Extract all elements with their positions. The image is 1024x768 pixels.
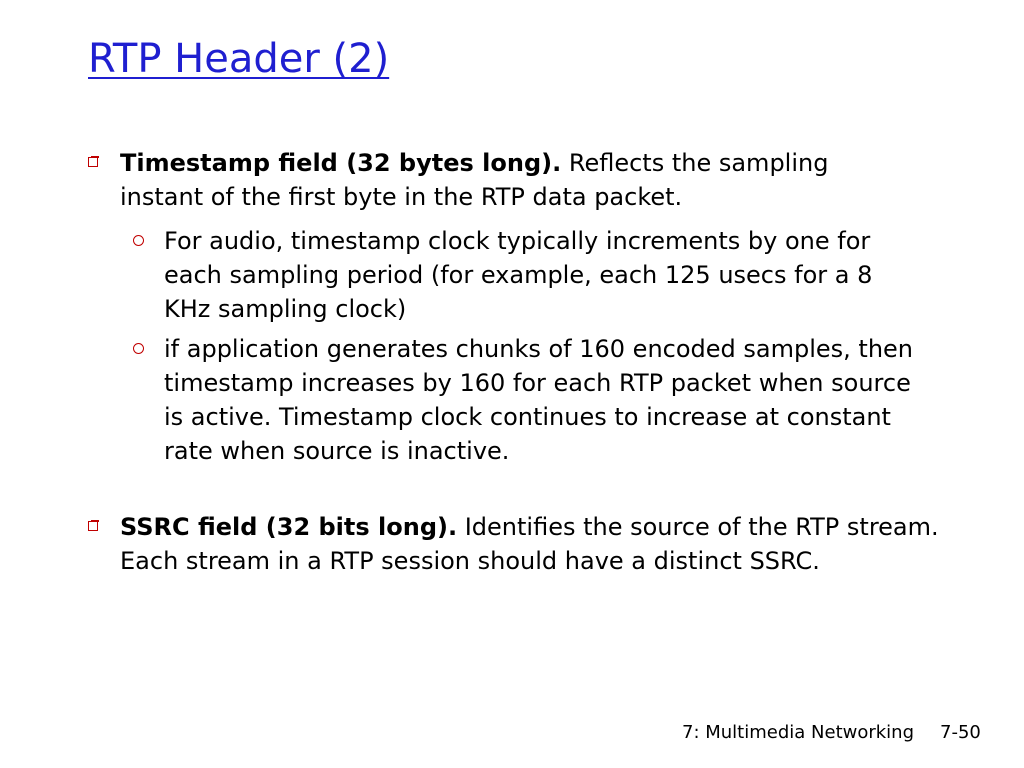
footer-page-number: 7-50 <box>940 722 981 743</box>
bullet-ssrc-bold: SSRC field (32 bits long). <box>120 513 458 541</box>
footer-chapter: 7: Multimedia Networking <box>682 722 915 743</box>
slide-title: RTP Header (2) <box>88 36 390 82</box>
sub-bullet-chunks: if application generates chunks of 160 encoded samples, then timestamp increases by 160 for each RTP packet when source is active. Timestamp clock continues to increase at constant rate when source is inactive. <box>164 335 914 465</box>
square-bullet-icon <box>88 157 98 167</box>
sub-bullet-audio: For audio, timestamp clock typically increments by one for each sampling period (for example, each 125 usecs for a 8 KHz sampling clock) <box>164 227 873 323</box>
bullet-timestamp <box>120 146 900 214</box>
circle-bullet-icon <box>133 235 144 246</box>
bullet-ssrc-text: Identifies the source of the RTP stream. Each stream in a RTP session should have a distinct SSRC. <box>120 513 939 575</box>
bullet-timestamp-bold: Timestamp field (32 bytes long). <box>120 149 562 177</box>
bullet-timestamp-text: Reflects the sampling instant of the first byte in the RTP data packet. <box>120 149 829 211</box>
circle-bullet-icon <box>133 343 144 354</box>
square-bullet-icon <box>88 521 98 531</box>
bullet-ssrc <box>120 510 940 578</box>
